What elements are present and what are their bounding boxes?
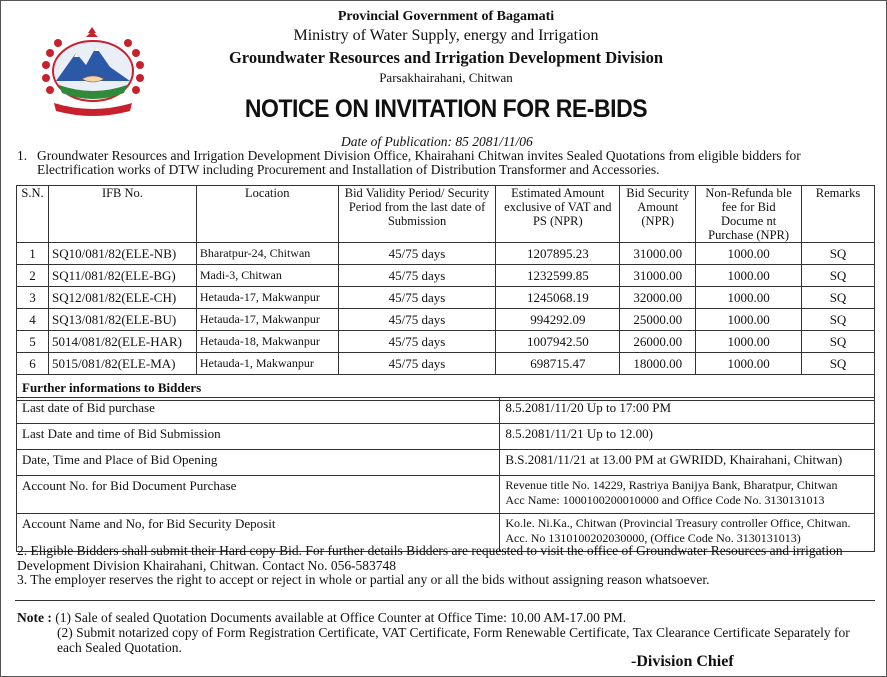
note-label: Note :: [17, 610, 52, 625]
info-label: Last Date and time of Bid Submission: [17, 424, 500, 450]
header-location: Location: [196, 186, 338, 243]
info-value-line: Acc. No 1310100202030000, (Office Code No. 3130131013): [505, 531, 801, 545]
info-value: B.S.2081/11/21 at 13.00 PM at GWRIDD, Khairahani, Chitwan): [500, 450, 875, 476]
cell-fee: 1000.00: [696, 309, 802, 331]
cell-sn: 5: [17, 331, 49, 353]
cell-remarks: SQ: [802, 287, 875, 309]
cell-remarks: SQ: [802, 309, 875, 331]
cell-ifb: 5015/081/82(ELE-MA): [48, 353, 196, 375]
cell-security: 18000.00: [620, 353, 696, 375]
header-fee: Non-Refunda ble fee for Bid Docume nt Purchase (NPR): [696, 186, 802, 243]
header-validity: Bid Validity Period/ Security Period from the last date of Submission: [338, 186, 496, 243]
cell-remarks: SQ: [802, 265, 875, 287]
info-value-line: Revenue title No. 14229, Rastriya Banijya Bank, Bharatpur, Chitwan: [505, 478, 838, 492]
paragraph-2: 2. Eligible Bidders shall submit their Hard copy Bid. For further details Bidders are requested to visit the office of Groundwater Resources and irrigation Development Division Khairahani, Chitwan. Contact No. 056-583748: [17, 543, 843, 573]
division-name: Groundwater Resources and Irrigation Development Division: [228, 48, 664, 67]
cell-ifb: SQ13/081/82(ELE-BU): [48, 309, 196, 331]
table-header-row: [17, 186, 875, 243]
header-sn: S.N.: [17, 186, 49, 243]
cell-fee: 1000.00: [696, 265, 802, 287]
info-label: Account Name and No, for Bid Security Deposit: [17, 514, 500, 552]
info-value-line: Acc Name: 1000100200010000 and Office Code No. 3130131013: [505, 493, 825, 507]
cell-validity: 45/75 days: [338, 287, 496, 309]
government-emblem: [34, 23, 152, 118]
cell-validity: 45/75 days: [338, 243, 496, 265]
divider: [15, 600, 875, 601]
info-row: [17, 476, 875, 514]
further-info-heading: Further informations to Bidders: [17, 375, 875, 401]
note-section: [17, 610, 877, 655]
cell-validity: 45/75 days: [338, 309, 496, 331]
cell-estimated: 1007942.50: [496, 331, 620, 353]
ministry-name: Ministry of Water Supply, energy and Irrigation: [293, 27, 599, 44]
cell-security: 32000.00: [620, 287, 696, 309]
cell-sn: 2: [17, 265, 49, 287]
cell-location: Bharatpur-24, Chitwan: [196, 243, 338, 265]
table-row: [17, 287, 875, 309]
further-info-table: [16, 397, 875, 552]
cell-ifb: SQ10/081/82(ELE-NB): [48, 243, 196, 265]
header-security: Bid Security Amount (NPR): [620, 186, 696, 243]
cell-remarks: SQ: [802, 243, 875, 265]
office-address: Parsakhairahani, Chitwan: [379, 70, 513, 85]
cell-location: Hetauda-17, Makwanpur: [196, 287, 338, 309]
cell-sn: 3: [17, 287, 49, 309]
publication-date: Date of Publication: 85 2081/11/06: [341, 134, 533, 149]
info-value: 8.5.2081/11/20 Up to 17:00 PM: [500, 398, 875, 424]
info-row: [17, 424, 875, 450]
table-row: [17, 309, 875, 331]
cell-security: 26000.00: [620, 331, 696, 353]
cell-ifb: 5014/081/82(ELE-HAR): [48, 331, 196, 353]
cell-security: 31000.00: [620, 265, 696, 287]
notice-title: NOTICE ON INVITATION FOR RE-BIDS: [244, 95, 648, 123]
cell-estimated: 698715.47: [496, 353, 620, 375]
info-label: Date, Time and Place of Bid Opening: [17, 450, 500, 476]
cell-fee: 1000.00: [696, 287, 802, 309]
cell-estimated: 1232599.85: [496, 265, 620, 287]
paragraph-1-text: Groundwater Resources and Irrigation Development Division Office, Khairahani Chitwan invites Sealed Quotations from eligible bidders for Electrification works of DTW including Procurement and Installation of Distribution Transformer and Accessories.: [37, 148, 801, 177]
cell-estimated: 1245068.19: [496, 287, 620, 309]
cell-location: Hetauda-1, Makwanpur: [196, 353, 338, 375]
cell-validity: 45/75 days: [338, 265, 496, 287]
cell-location: Hetauda-18, Makwanpur: [196, 331, 338, 353]
info-value-line: Ko.le. Ni.Ka., Chitwan (Provincial Treasury controller Office, Chitwan.: [505, 516, 851, 530]
bid-table: [16, 185, 875, 401]
cell-security: 25000.00: [620, 309, 696, 331]
cell-estimated: 994292.09: [496, 309, 620, 331]
signature-division-chief: -Division Chief: [631, 653, 734, 670]
header-ifb: IFB No.: [48, 186, 196, 243]
paragraph-3: 3. The employer reserves the right to accept or reject in whole or partial any or all the bids without assigning reason whatsoever.: [17, 572, 710, 587]
paragraph-1-number: 1.: [17, 148, 28, 163]
info-value: [500, 476, 875, 514]
cell-ifb: SQ12/081/82(ELE-CH): [48, 287, 196, 309]
cell-location: Madi-3, Chitwan: [196, 265, 338, 287]
cell-security: 31000.00: [620, 243, 696, 265]
header-remarks: Remarks: [802, 186, 875, 243]
cell-fee: 1000.00: [696, 331, 802, 353]
cell-validity: 45/75 days: [338, 331, 496, 353]
cell-estimated: 1207895.23: [496, 243, 620, 265]
paragraphs-2-3: [17, 544, 877, 588]
note-item-2: (2) Submit notarized copy of Form Registration Certificate, VAT Certificate, Form Renewable Certificate, Tax Clearance Certificate Separately for each Sealed Quotation.: [57, 625, 850, 655]
info-label: Account No. for Bid Document Purchase: [17, 476, 500, 514]
info-row: [17, 450, 875, 476]
table-row: [17, 243, 875, 265]
province-name: Provincial Government of Bagamati: [337, 9, 555, 24]
cell-sn: 1: [17, 243, 49, 265]
info-row: [17, 398, 875, 424]
cell-location: Hetauda-17, Makwanpur: [196, 309, 338, 331]
cell-sn: 6: [17, 353, 49, 375]
paragraph-1: [17, 149, 879, 177]
info-label: Last date of Bid purchase: [17, 398, 500, 424]
cell-remarks: SQ: [802, 331, 875, 353]
cell-sn: 4: [17, 309, 49, 331]
cell-remarks: SQ: [802, 353, 875, 375]
cell-fee: 1000.00: [696, 243, 802, 265]
header-estimated: Estimated Amount exclusive of VAT and PS (NPR): [496, 186, 620, 243]
table-row: [17, 353, 875, 375]
cell-fee: 1000.00: [696, 353, 802, 375]
table-row: [17, 331, 875, 353]
info-value: 8.5.2081/11/21 Up to 12.00): [500, 424, 875, 450]
cell-ifb: SQ11/081/82(ELE-BG): [48, 265, 196, 287]
table-row: [17, 265, 875, 287]
cell-validity: 45/75 days: [338, 353, 496, 375]
note-item-1: (1) Sale of sealed Quotation Documents available at Office Counter at Office Time: 10.00 AM-17.00 PM.: [55, 610, 627, 625]
